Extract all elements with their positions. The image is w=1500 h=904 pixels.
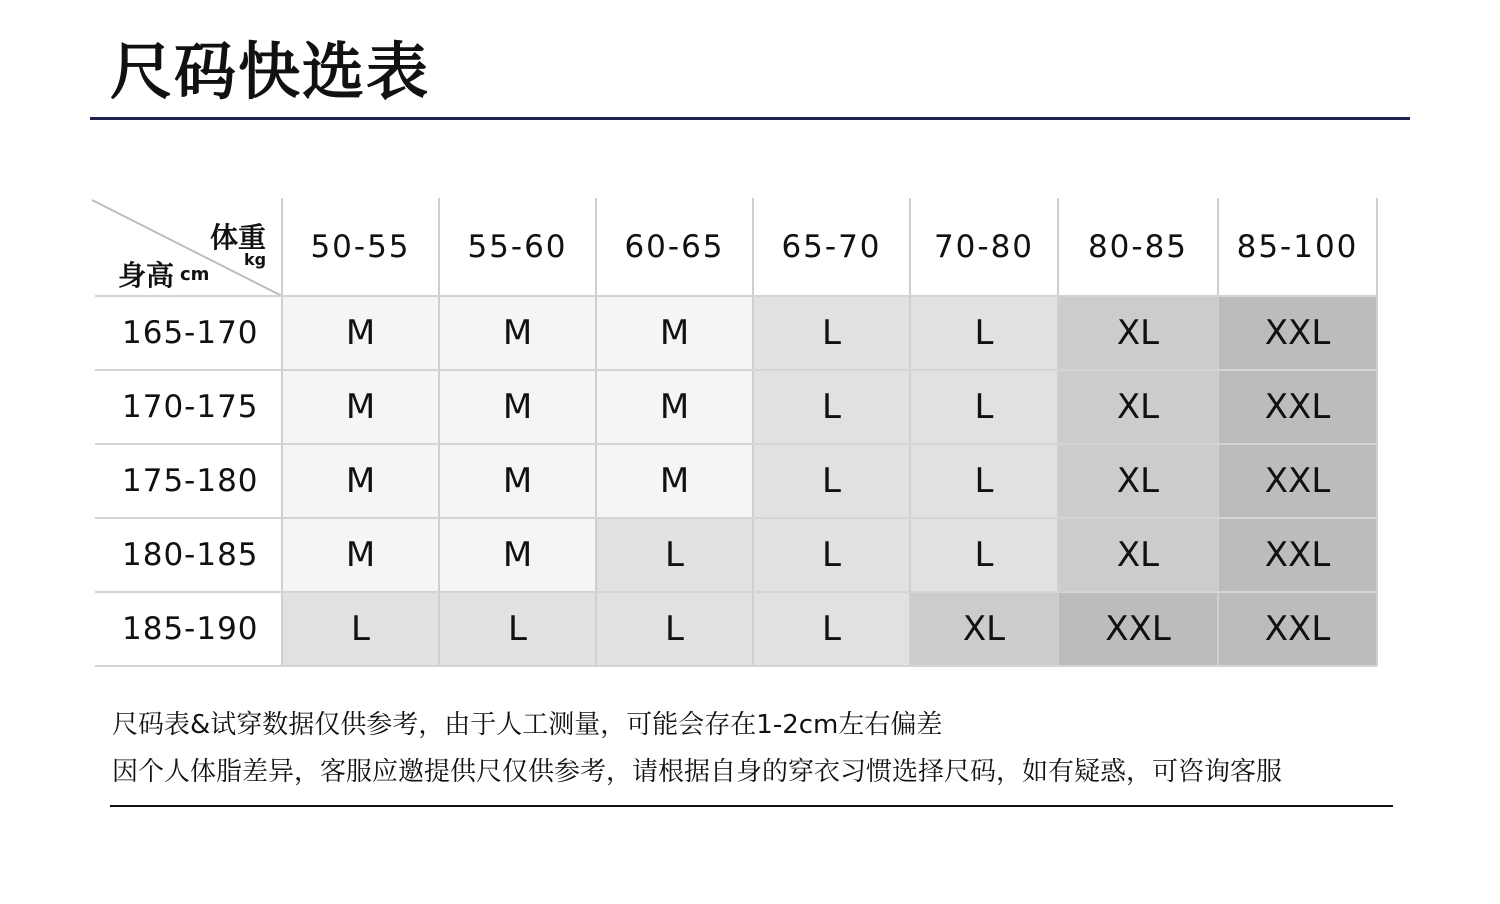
size-cell: XXL xyxy=(1218,296,1377,370)
grid-line-vertical xyxy=(909,198,911,666)
notes-block xyxy=(112,702,1282,796)
grid-line-horizontal xyxy=(95,295,1377,297)
height-unit-label: cm xyxy=(180,264,210,285)
note-line: 尺码表&试穿数据仅供参考，由于人工测量，可能会存在1-2cm左右偏差 xyxy=(112,710,943,740)
size-cell: M xyxy=(596,370,753,444)
grid-line-vertical xyxy=(281,198,283,666)
size-cell: XL xyxy=(1058,370,1218,444)
weight-column-header: 80-85 xyxy=(1087,229,1189,265)
height-row-header: 170-175 xyxy=(122,389,259,425)
height-row-header: 165-170 xyxy=(122,315,259,351)
size-cell: XL xyxy=(1058,518,1218,592)
size-cell: L xyxy=(753,592,910,666)
size-cell: L xyxy=(910,518,1058,592)
grid-line-horizontal xyxy=(95,517,1377,519)
title-divider xyxy=(90,117,1410,120)
size-cell: L xyxy=(910,444,1058,518)
grid-line-horizontal xyxy=(95,443,1377,445)
table-corner-header xyxy=(92,198,282,296)
grid-line-horizontal xyxy=(95,665,1377,667)
height-axis-label: 身高 xyxy=(118,259,175,292)
weight-column-header: 60-65 xyxy=(624,229,725,265)
size-cell: L xyxy=(439,592,596,666)
size-cell: M xyxy=(439,444,596,518)
size-cell: XXL xyxy=(1218,518,1377,592)
size-cell: L xyxy=(596,518,753,592)
weight-axis-label: 体重 xyxy=(210,221,267,254)
size-cell: L xyxy=(910,296,1058,370)
size-cell: XXL xyxy=(1058,592,1218,666)
size-cell: L xyxy=(282,592,439,666)
size-cell: M xyxy=(282,444,439,518)
size-cell: L xyxy=(753,518,910,592)
weight-unit-label: kg xyxy=(244,250,267,269)
size-cell: XXL xyxy=(1218,370,1377,444)
bottom-divider xyxy=(110,805,1393,807)
size-cell: M xyxy=(282,296,439,370)
grid-line-horizontal xyxy=(95,591,1377,593)
size-cell: M xyxy=(439,296,596,370)
height-row-header: 180-185 xyxy=(122,537,259,573)
size-cell: M xyxy=(596,444,753,518)
size-cell: L xyxy=(910,370,1058,444)
size-cell: L xyxy=(753,444,910,518)
size-cell: M xyxy=(596,296,753,370)
weight-column-header: 85-100 xyxy=(1236,229,1359,265)
size-cell: M xyxy=(282,518,439,592)
grid-line-vertical xyxy=(752,198,754,666)
weight-column-header: 55-60 xyxy=(467,229,568,265)
size-cell: XXL xyxy=(1218,592,1377,666)
note-line: 因个人体脂差异，客服应邀提供尺仅供参考，请根据自身的穿衣习惯选择尺码，如有疑惑，可咨询客服 xyxy=(112,757,1283,787)
page-title: 尺码快选表 xyxy=(110,35,431,108)
size-chart-table xyxy=(92,198,1379,668)
size-cell: M xyxy=(282,370,439,444)
size-cell: M xyxy=(439,518,596,592)
size-cell: XL xyxy=(910,592,1058,666)
height-row-header: 175-180 xyxy=(122,463,259,499)
grid-line-vertical xyxy=(595,198,597,666)
grid-line-vertical xyxy=(438,198,440,666)
size-cell: L xyxy=(596,592,753,666)
grid-line-horizontal xyxy=(95,369,1377,371)
grid-line-vertical xyxy=(1376,198,1378,666)
size-cell: XL xyxy=(1058,296,1218,370)
size-cell: XXL xyxy=(1218,444,1377,518)
grid-line-vertical xyxy=(1217,198,1219,666)
grid-line-vertical xyxy=(1057,198,1059,666)
size-cell: XL xyxy=(1058,444,1218,518)
height-row-header: 185-190 xyxy=(122,611,259,647)
weight-column-header: 70-80 xyxy=(933,229,1035,265)
weight-column-header: 50-55 xyxy=(310,229,411,265)
size-cell: L xyxy=(753,370,910,444)
size-cell: L xyxy=(753,296,910,370)
size-cell: M xyxy=(439,370,596,444)
weight-column-header: 65-70 xyxy=(781,229,882,265)
